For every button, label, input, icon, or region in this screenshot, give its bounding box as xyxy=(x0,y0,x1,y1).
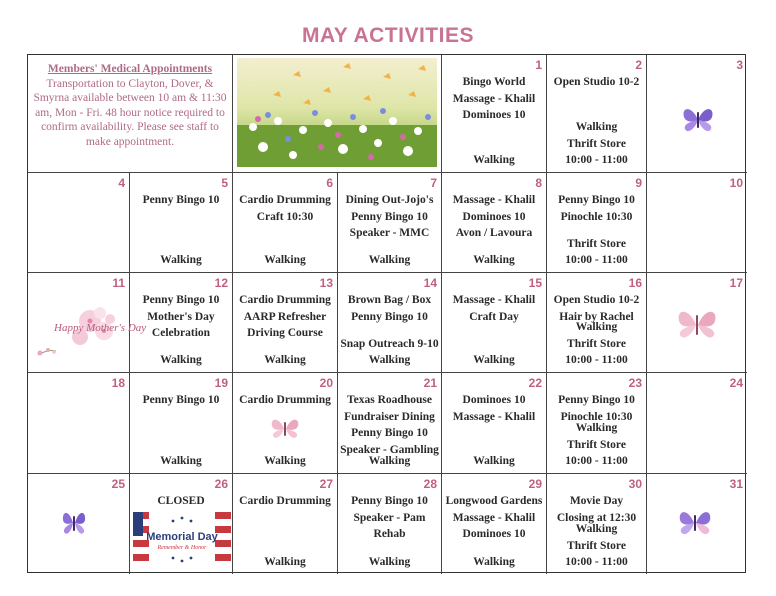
day-cell-10 xyxy=(647,173,747,273)
activity: 10:00 - 11:00 xyxy=(565,455,628,468)
day-cell-19 xyxy=(130,373,233,474)
activity: Cardio Drumming xyxy=(239,394,331,406)
day-number: 9 xyxy=(635,176,642,190)
memorial-day-title: Memorial Day xyxy=(146,531,218,543)
activity: Thrift Store xyxy=(567,438,626,451)
activity: Cardio Drumming xyxy=(239,194,331,206)
activity: Massage - Khalil xyxy=(452,410,536,423)
activity: Open Studio 10-2 xyxy=(553,294,640,306)
day-cell-16 xyxy=(547,273,647,373)
activity: Penny Bingo 10 xyxy=(142,194,220,206)
activity: 10:00 - 11:00 xyxy=(565,254,628,267)
activity: Thrift Store xyxy=(567,137,626,150)
activity: Longwood Gardens xyxy=(445,495,543,507)
day-number: 10 xyxy=(729,176,743,190)
day-number: 19 xyxy=(214,376,228,390)
day-cell-26 xyxy=(130,474,233,574)
day-cell-20 xyxy=(233,373,338,474)
day-cell-3 xyxy=(647,55,747,173)
activity: Rehab xyxy=(373,528,406,541)
activity: Penny Bingo 10 xyxy=(351,310,428,323)
activity: Penny Bingo 10 xyxy=(351,495,428,507)
day-cell-13 xyxy=(233,273,338,373)
activity: Penny Bingo 10 xyxy=(558,394,635,406)
activity: Brown Bag / Box xyxy=(347,294,432,306)
activity: Walking xyxy=(264,254,306,267)
day-cell-28 xyxy=(338,474,442,574)
activity: Celebration xyxy=(151,327,211,340)
activity: Hair by Rachel xyxy=(559,310,634,323)
activity: Walking xyxy=(368,455,411,468)
day-cell-8 xyxy=(442,173,547,273)
day-number: 17 xyxy=(729,276,743,290)
activity: Pinochle 10:30 xyxy=(560,210,633,223)
activity: Craft 10:30 xyxy=(256,210,314,223)
activity: Fundraiser Dining xyxy=(344,410,435,423)
day-number: 7 xyxy=(430,176,437,190)
activity: Texas Roadhouse xyxy=(347,394,432,406)
activity: Thrift Store xyxy=(567,237,626,250)
activity: Massage - Khalil xyxy=(452,194,536,206)
activity: Dining Out-Jojo's xyxy=(345,194,434,206)
activity: Walking xyxy=(368,354,411,367)
day-cell-22 xyxy=(442,373,547,474)
day-number: 27 xyxy=(319,477,333,491)
activity: Walking xyxy=(473,254,515,267)
day-cell-12 xyxy=(130,273,233,373)
activity: Walking xyxy=(473,154,515,167)
activity: Walking xyxy=(264,455,306,468)
activity: Craft Day xyxy=(469,310,519,323)
activity: Walking xyxy=(264,354,306,367)
day-cell-27 xyxy=(233,474,338,574)
activity: Walking xyxy=(575,523,618,536)
day-number: 28 xyxy=(423,477,437,491)
butterfly-icon xyxy=(677,506,713,540)
day-number: 31 xyxy=(729,477,743,491)
activity: Walking xyxy=(368,254,411,267)
activity: Penny Bingo 10 xyxy=(351,210,428,223)
day-cell-25 xyxy=(28,474,130,574)
day-number: 23 xyxy=(628,376,642,390)
day-cell-21 xyxy=(338,373,442,474)
day-cell-11 xyxy=(28,273,147,373)
day-number: 13 xyxy=(319,276,333,290)
activity: Driving Course xyxy=(247,327,323,340)
day-cell-7 xyxy=(338,173,442,273)
activity: Dominoes 10 xyxy=(462,210,526,223)
activity: CLOSED xyxy=(157,495,205,507)
day-number: 5 xyxy=(221,176,228,190)
day-cell-23 xyxy=(547,373,647,474)
activity: Mother's Day xyxy=(147,310,215,323)
day-cell-24 xyxy=(647,373,747,474)
memorial-day-banner-icon xyxy=(133,512,231,568)
day-number: 22 xyxy=(528,376,542,390)
activity: Walking xyxy=(473,556,515,569)
page-title: MAY ACTIVITIES xyxy=(302,24,474,47)
day-number: 1 xyxy=(535,58,542,72)
activity: Dominoes 10 xyxy=(462,109,526,122)
day-number: 6 xyxy=(326,176,333,190)
activity: Massage - Khalil xyxy=(452,511,536,524)
day-number: 15 xyxy=(528,276,542,290)
activity: Massage - Khalil xyxy=(452,294,536,306)
activity: Walking xyxy=(473,455,515,468)
day-cell-17 xyxy=(647,273,747,373)
activity: Walking xyxy=(160,455,202,468)
activity: Thrift Store xyxy=(567,539,626,552)
day-number: 4 xyxy=(118,176,125,190)
day-cell-30 xyxy=(547,474,647,574)
day-number: 30 xyxy=(628,477,642,491)
day-number: 20 xyxy=(319,376,333,390)
day-number: 25 xyxy=(111,477,125,491)
day-cell-29 xyxy=(442,474,547,574)
activity: Walking xyxy=(264,556,306,569)
day-cell-31 xyxy=(647,474,747,574)
activity: Snap Outreach 9-10 xyxy=(340,337,439,350)
activity: Walking xyxy=(160,254,202,267)
activity: Walking xyxy=(473,354,515,367)
activity: 10:00 - 11:00 xyxy=(565,154,628,167)
meadow-photo-cell xyxy=(233,55,442,173)
activity: Walking xyxy=(368,556,411,569)
day-cell-4 xyxy=(28,173,130,273)
activity: Walking xyxy=(575,422,618,435)
day-number: 16 xyxy=(628,276,642,290)
day-number: 11 xyxy=(112,276,125,290)
activity: Penny Bingo 10 xyxy=(142,294,220,306)
activity: Avon / Lavoura xyxy=(455,227,533,240)
day-number: 21 xyxy=(423,376,437,390)
activity: Walking xyxy=(575,321,618,334)
activity: Thrift Store xyxy=(567,337,626,350)
day-cell-1 xyxy=(442,55,547,173)
day-number: 12 xyxy=(214,276,228,290)
day-number: 2 xyxy=(635,58,642,72)
activity: Movie Day xyxy=(569,495,624,507)
activity: Penny Bingo 10 xyxy=(142,394,220,406)
activity: 10:00 - 11:00 xyxy=(565,354,628,367)
day-number: 14 xyxy=(423,276,437,290)
activity: Speaker - Pam xyxy=(353,511,426,524)
activity: Speaker - Gambling xyxy=(340,443,439,456)
butterfly-icon xyxy=(680,103,716,137)
medical-appointments-notice xyxy=(28,55,233,173)
notice-heading: Members' Medical Appointments xyxy=(47,63,213,75)
mothers-day-text: Happy Mother's Day xyxy=(54,322,147,334)
activity: Cardio Drumming xyxy=(239,294,331,306)
activity: Walking xyxy=(160,354,202,367)
activity: Penny Bingo 10 xyxy=(558,194,635,206)
activity: Dominoes 10 xyxy=(462,394,526,406)
activity: Cardio Drumming xyxy=(239,495,331,507)
activity: AARP Refresher xyxy=(243,310,327,323)
day-cell-18 xyxy=(28,373,130,474)
day-number: 18 xyxy=(111,376,125,390)
day-cell-9 xyxy=(547,173,647,273)
butterfly-icon xyxy=(269,415,301,443)
day-cell-6 xyxy=(233,173,338,273)
day-cell-2 xyxy=(547,55,647,173)
day-cell-15 xyxy=(442,273,547,373)
day-number: 3 xyxy=(736,58,743,72)
butterfly-icon xyxy=(61,508,87,538)
butterfly-icon xyxy=(674,305,720,345)
activity: 10:00 - 11:00 xyxy=(565,556,628,569)
activity: Walking xyxy=(575,121,618,134)
activity: Penny Bingo 10 xyxy=(351,427,428,440)
calendar-grid xyxy=(27,54,746,573)
activity: Pinochle 10:30 xyxy=(560,410,633,423)
day-number: 29 xyxy=(528,477,542,491)
activity: Massage - Khalil xyxy=(452,92,536,105)
mothers-day-flowers-icon xyxy=(28,273,147,373)
day-number: 8 xyxy=(535,176,542,190)
meadow-butterflies-image xyxy=(233,55,442,173)
activity: Bingo World xyxy=(462,76,526,88)
activity: Dominoes 10 xyxy=(462,528,526,541)
memorial-day-subtitle: Remember & Honor xyxy=(157,545,207,551)
day-number: 26 xyxy=(214,477,228,491)
activity: Speaker - MMC xyxy=(349,227,430,240)
day-cell-14 xyxy=(338,273,442,373)
day-cell-5 xyxy=(130,173,233,273)
day-number: 24 xyxy=(729,376,743,390)
notice-body: Transportation to Clayton, Dover, & Smyrna available between 10 am & 11:30 am, Mon - Fri. 48 hour notice required to confirm availability. Please see staff to make appointment. xyxy=(33,77,227,148)
activity: Closing at 12:30 xyxy=(556,511,637,524)
activity: Open Studio 10-2 xyxy=(553,76,640,88)
